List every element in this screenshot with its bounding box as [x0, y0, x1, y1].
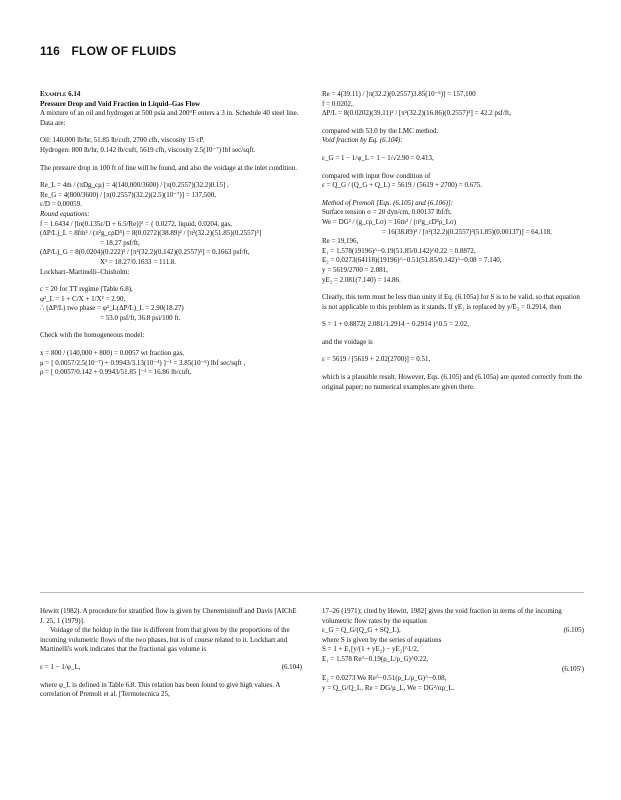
spacer: [322, 312, 584, 320]
equation: E₁ = 1.578 Re^−0.19(ρ_L/ρ_G)^0.22,: [322, 654, 429, 663]
equation: ρ = [ 0.0057/0.142 + 0.9943/51.85 ]⁻¹ = 16.86 lb/cuft,: [40, 368, 192, 377]
spacer: [322, 285, 584, 293]
equation: y = Q_G/Q_L, Re = DG/μ_L, We = DG²/σρ_L.: [322, 683, 455, 692]
equation: = 53.0 psf/ft, 36.8 psi/100 ft.: [100, 313, 181, 322]
equation: (ΔP/L)_L = 8fṁ² / (π²g_cρD⁵) = 8(0.0272)(38.89)² / [π²(32.2)(51.85)(0.2557)⁵]: [40, 229, 262, 238]
equation: S = 1 + E₁[y/(1 + yE₂) − yE₂]^1/2,: [322, 645, 419, 654]
text-line: and the voidage is: [322, 337, 373, 346]
text-line: Surface tension σ = 20 dyn/cm, 0.00137 lbf/ft,: [322, 208, 452, 217]
equation-text: ε = 1 − 1/φ_L,: [40, 662, 81, 671]
equation: ε = 5619 / [5619 + 2.02(2700)] = 0.51,: [322, 355, 431, 364]
equation-text: ε_G = Q_G/(Q_G + SQ_L),: [322, 626, 401, 635]
text-line: Void fraction by Eq. (6.104):: [322, 136, 403, 145]
equation: E₁ = 1.578(19196)^−0.19(51.85/0.142)^0.22 = 0.8872,: [322, 246, 476, 255]
running-title: FLOW OF FLUIDS: [71, 44, 177, 58]
text-line: A mixture of an oil and hydrogen at 500 psia and 200°F enters a 3 in. Schedule 40 steel line. Data are:: [40, 109, 299, 127]
equation: ΔP/L = 8(0.0202)(39.11)² / [π²(32.2)(16.86)(0.2557)⁵] = 42.2 psf/ft,: [322, 109, 511, 118]
example-title: Pressure Drop and Void Fraction in Liquid–Gas Flow: [40, 99, 201, 108]
equation-number: (6.105): [563, 626, 584, 635]
example-label: Example 6.14: [40, 90, 81, 98]
equation: Re_G = 4(800/3600) / [π(0.2557)(32.2)(2.5)(10⁻⁷)] = 137,500,: [40, 190, 217, 199]
equation: ε/D = 0.00059.: [40, 200, 82, 209]
text-line: Method of Premoli [Eqs. (6.105) and (6.106)]:: [322, 198, 453, 207]
text-line: Round equations:: [40, 209, 90, 218]
example-left-column: [40, 90, 302, 378]
spacer: [40, 323, 302, 331]
equation: = 16(38.89)² / [π²(32.2)(0.2557)³(51.85)(0.00137)] = 64,118,: [382, 227, 552, 236]
equation: f = 1.6434 / [ln(0.135ε/D + 6.5/Re)]² = { 0.0272, liquid, 0.0204, gas,: [40, 219, 232, 228]
spacer: [40, 156, 302, 164]
spacer: [40, 673, 302, 681]
text-line: 17–26 (1971); cited by Hewitt, 1982] gives the void fraction in terms of the incoming volumetric flow rates by the equation: [322, 607, 562, 625]
text-line: Voidage of the holdup in the line is different from that given by the proportions of the incoming volumetric flows of the two phases, but is of course related to it. Lockhart and Martinelli's work indicates that the fractional gas volume is: [40, 626, 290, 654]
equation: ε = Q_G / (Q_G + Q_L) = 5619 / (5619 + 2700) = 0.675.: [322, 181, 482, 190]
spacer: [322, 191, 584, 199]
spacer: [322, 330, 584, 338]
page-header: [40, 44, 176, 58]
equation: x = 800 / (140,000 + 800) = 0.0057 wt fraction gas,: [40, 349, 185, 358]
numbered-equation: [322, 626, 584, 636]
equation: ε_G = 1 − 1/φ_L = 1 − 1/√2.90 = 0.413,: [322, 153, 434, 162]
equation-number: (6.105′): [562, 664, 584, 673]
equation: ∴ (ΔP/L) two phase = φ²_L(ΔP/L)_L = 2.90(18.27): [40, 304, 184, 313]
equation: φ²_L = 1 + C/X + 1/X² = 2.90,: [40, 294, 126, 303]
example-divider: [40, 592, 584, 593]
equation: We = DG² / (g_cρ_Lσ) = 16ṁ² / (π²g_cD³ρ_Lσ): [322, 217, 457, 226]
equation: f = 0.0202,: [322, 99, 353, 108]
numbered-equation: [40, 663, 302, 673]
text-line: Hydrogen: 800 lb/hr, 0.142 lb/cuft, 5619 cfh, viscosity 2.5(10⁻⁷) lbf sec/sqft.: [40, 145, 256, 154]
equation: E₂ = 0.0273 We Re^−0.51(ρ_L/ρ_G)^−0.08,: [322, 674, 447, 683]
spacer: [40, 128, 302, 136]
text-line: Oil: 140,000 lb/hr, 51.85 lb/cuft, 2700 cfh, viscosity 15 cP.: [40, 136, 205, 145]
equation: S = 1 + 0.8872( 2.081/1.2914 − 0.2914 )^0.5 = 2.02,: [322, 320, 469, 329]
page-number: 116: [40, 44, 60, 58]
equation: = 18.27 psf/ft,: [100, 238, 140, 247]
text-line: where φ_L is defined in Table 6.8. This relation has been found to give high values. A correlation of Premoli et al. [Termotecnica 25,: [40, 680, 281, 699]
text-line: Check with the homogeneous model:: [40, 331, 145, 340]
equation: Re_L = 4ṁ / (πDg_cμ) = 4(140,000/3600) / [π(0.2557)(32.2)0.15] ,: [40, 181, 229, 190]
body-left-column: [40, 607, 302, 700]
text-line: Clearly, this term must be less than unity if Eq. (6.105a) for S is to be valid, so that equation is not applicable to this problem as it stands. If yE₂ is replaced by y/E₂ = 0.2914, then: [322, 293, 580, 311]
body-right-column: [322, 607, 584, 693]
spacer: [322, 347, 584, 355]
text-line: c = 20 for TT regime (Table 6.8),: [40, 285, 133, 294]
equation: y = 5619/2700 = 2.081,: [322, 265, 388, 274]
text-line: where S is given by the series of equations: [322, 635, 442, 644]
equation: X² = 18.27/0.1633 = 111.8.: [100, 257, 176, 266]
spacer: [40, 277, 302, 285]
equation: (ΔP/L)_G = 8(0.0204)(0.222)² / [π²(32.2)(0.142)(0.2557)⁵] = 0.1663 psf/ft,: [40, 248, 250, 257]
text-line: which is a plausible result. However, Eqs. (6.105) and (6.105a) are quoted correctly from the original paper; no numerical examples are given there.: [322, 373, 582, 391]
equation: yE₂ = 2.081(7.140) = 14.86.: [322, 275, 401, 284]
spacer: [322, 119, 584, 127]
spacer: [322, 365, 584, 373]
equation: μ = [ 0.0057/2.5(10⁻⁷) + 0.9943/3.13(10⁻⁴) ]⁻¹ = 3.85(10⁻⁵) lbf sec/sqft ,: [40, 358, 246, 367]
text-line: Hewitt (1982). A procedure for stratified flow is given by Cheremisinoff and Davis [AIChE J. 25, 1 (1979)].: [40, 607, 297, 625]
text-line: compared with 53.0 by the LMC method.: [322, 126, 439, 135]
equation: E₂ = 0.0273(64118)(19196)^−0.51(51.85/0.142)^−0.08 = 7.140,: [322, 256, 502, 265]
numbered-equation: [322, 665, 584, 675]
equation: Re = 4(39.11) / [π(32.2)(0.2557)3.85(10⁻⁵)] = 157,100: [322, 90, 476, 98]
text-line: The pressure drop in 100 ft of line will be found, and also the voidage at the inlet condition.: [40, 163, 297, 172]
spacer: [40, 341, 302, 349]
equation-number: (6.104): [281, 662, 302, 671]
spacer: [40, 655, 302, 663]
spacer: [322, 164, 584, 172]
spacer: [40, 173, 302, 181]
equation: Re = 19,196,: [322, 237, 359, 246]
text-line: Lockhart–Martinelli–Chisholm:: [40, 267, 130, 276]
text-line: compared with input flow condition of: [322, 171, 431, 180]
example-right-column: [322, 90, 584, 392]
spacer: [322, 146, 584, 154]
